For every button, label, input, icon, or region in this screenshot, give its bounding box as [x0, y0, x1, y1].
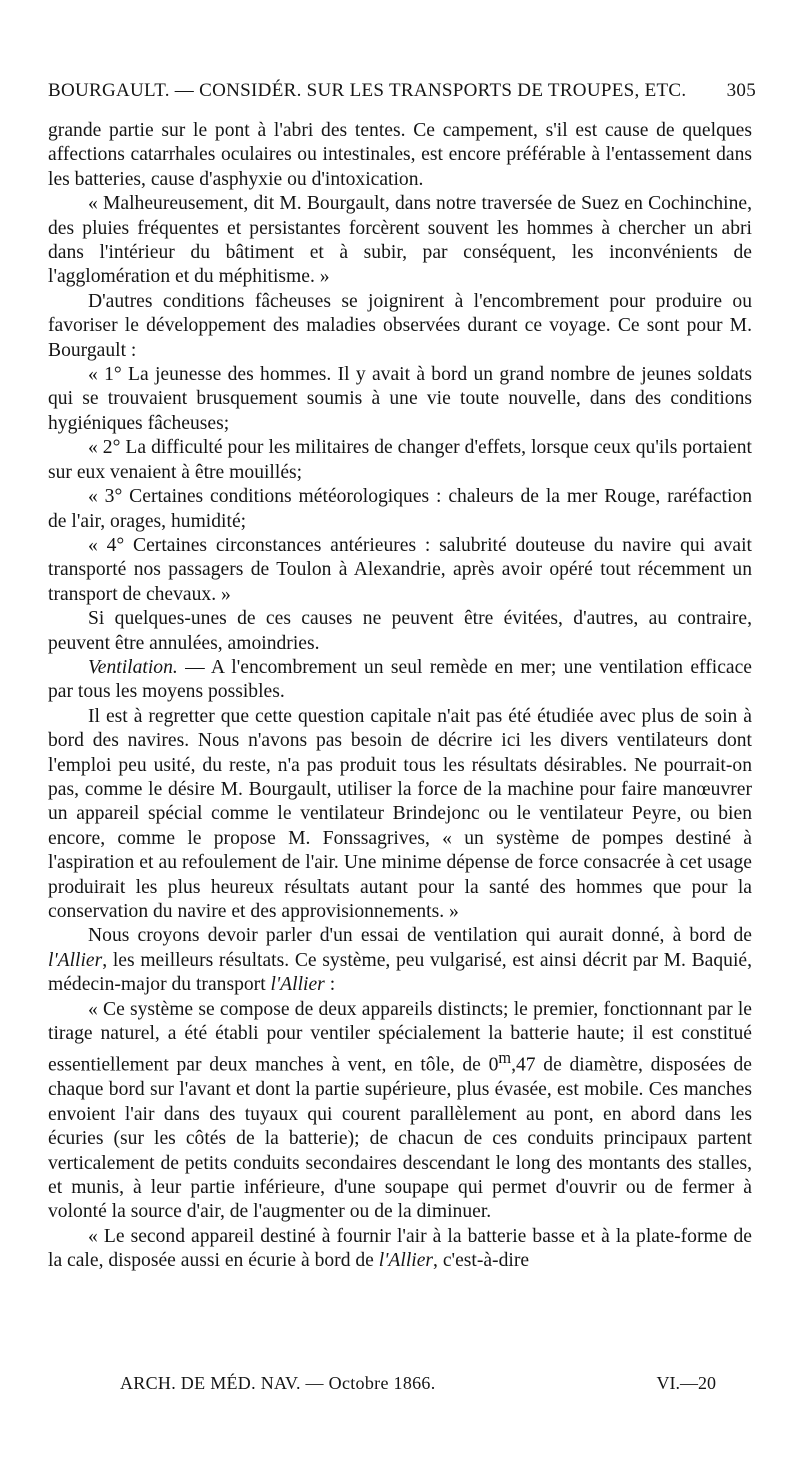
- page-footer: [120, 1373, 716, 1399]
- ship-name: l'Allier: [48, 949, 103, 971]
- paragraph: « 4° Certaines circonstances antérieures : salubrité douteuse du navire qui avait transporté nos passagers de Toulon à Alexandrie, après avoir opéré tout récemment un transport de chevaux. »: [48, 534, 752, 605]
- paragraph: D'autres conditions fâcheuses se joignirent à l'encombrement pour produire ou favoriser le développement des maladies observées durant ce voyage. Ce sont pour M. Bourgault :: [48, 290, 752, 361]
- section-heading: Ventilation.: [88, 656, 178, 678]
- sheet-signature: VI.—20: [656, 1373, 716, 1393]
- paragraph-text: Nous croyons devoir parler d'un essai de ventilation qui aurait donné, à bord de: [88, 925, 752, 947]
- paragraph: [48, 1225, 752, 1274]
- paragraph: [48, 924, 752, 997]
- paragraph-text: , les meilleurs résultats. Ce système, peu vulgarisé, est ainsi décrit par M. Baquié, médecin-major du transport: [48, 949, 752, 996]
- paragraph-text: « Ce système se compose de deux appareils distincts; le premier, fonctionnant par le tirage naturel, a été établi pour ventiler spécialement la batterie haute; il est constitué essentiellement par deux manches à vent, en tôle, de 0: [48, 998, 752, 1076]
- paragraph: « 3° Certaines conditions météorologiques : chaleurs de la mer Rouge, raréfaction de l'air, orages, humidité;: [48, 486, 752, 532]
- ship-name: l'Allier: [378, 1250, 434, 1272]
- paragraph: « 2° La difficulté pour les militaires de changer d'effets, lorsque ceux qu'ils portaient sur eux venaient à être mouillés;: [48, 437, 752, 483]
- paragraph-text: « Le second appareil destiné à fournir l'air à la batterie basse et à la plate-forme de la cale, disposée aussi en écurie à bord de: [48, 1225, 752, 1272]
- unit-superscript: m: [498, 1048, 512, 1068]
- paragraph: « Malheureusement, dit M. Bourgault, dans notre traversée de Suez en Cochinchine, des pluies fréquentes et persistantes forcèrent souvent les hommes à chercher un abri dans l'intérieur du bâtiment et à subir, par conséquent, les inconvénients de l'agglomération et du méphitisme. »: [48, 193, 752, 288]
- paragraph: Il est à regretter que cette question capitale n'ait pas été étudiée avec plus de soin à bord des navires. Nous n'avons pas besoin de décrire ici les divers ventilateurs dont l'emploi peu usité, du reste, n'a pas produit tous les résultats désirables. Ne pourrait-on pas, comme le désire M. Bourgault, utiliser la force de la machine pour faire manœuvrer un appareil spécial comme le ventilateur Brindejonc ou le ventilateur Peyre, ou bien encore, comme le propose M. Fonssagrives, « un système de pompes destiné à l'aspiration et au refoulement de l'air. Une minime dépense de force consacrée à cet usage produirait les plus heureux résultats autant pour la santé des hommes que pour la conservation du navire et des approvisionnements. »: [48, 705, 752, 922]
- page-header: [48, 80, 756, 110]
- paragraph: grande partie sur le pont à l'abri des tentes. Ce campement, s'il est cause de quelques affections catarrhales oculaires ou intestinales, est encore préférable à l'entassement dans les batteries, cause d'asphyxie ou d'intoxication.: [48, 120, 752, 190]
- paragraph-text: ,47 de diamètre, disposées de chaque bord sur l'avant et dont la partie supérieure, plus évasée, est mobile. Ces manches envoient l'air dans des tuyaux qui courent parallèlement au pont, en abord dans les écuries (sur les côtés de la batterie); de chacun de ces conduits principaux partent verticalement de petits conduits secondaires descendant le long des montants des stalles, et munis, à leur partie inférieure, d'une soupape qui permet d'ouvrir ou de fermer à volonté la source d'air, de l'augmenter ou de la diminuer.: [48, 1054, 753, 1223]
- body-text: [48, 119, 752, 1274]
- journal-reference: ARCH. DE MÉD. NAV. — Octobre 1866.: [120, 1373, 436, 1393]
- running-title: BOURGAULT. — CONSIDÉR. SUR LES TRANSPORTS DE TROUPES, ETC.: [48, 80, 687, 101]
- section-paragraph-ventilation: [48, 656, 752, 705]
- ship-name: l'Allier: [270, 974, 325, 996]
- paragraph-text: — A l'encombrement un seul remède en mer; une ventilation efficace par tous les moyens possibles.: [48, 656, 752, 703]
- paragraph: [48, 998, 752, 1225]
- page-number: 305: [726, 80, 756, 101]
- paragraph: « 1° La jeunesse des hommes. Il y avait à bord un grand nombre de jeunes soldats qui se trouvaient brusquement soumis à une vie toute nouvelle, dans des conditions hygiéniques fâcheuses;: [48, 364, 752, 434]
- paragraph: Si quelques-unes de ces causes ne peuvent être évitées, d'autres, au contraire, peuvent être annulées, amoindries.: [48, 608, 752, 654]
- paragraph-text: :: [324, 974, 336, 996]
- paragraph-text: , c'est-à-dire: [433, 1250, 530, 1272]
